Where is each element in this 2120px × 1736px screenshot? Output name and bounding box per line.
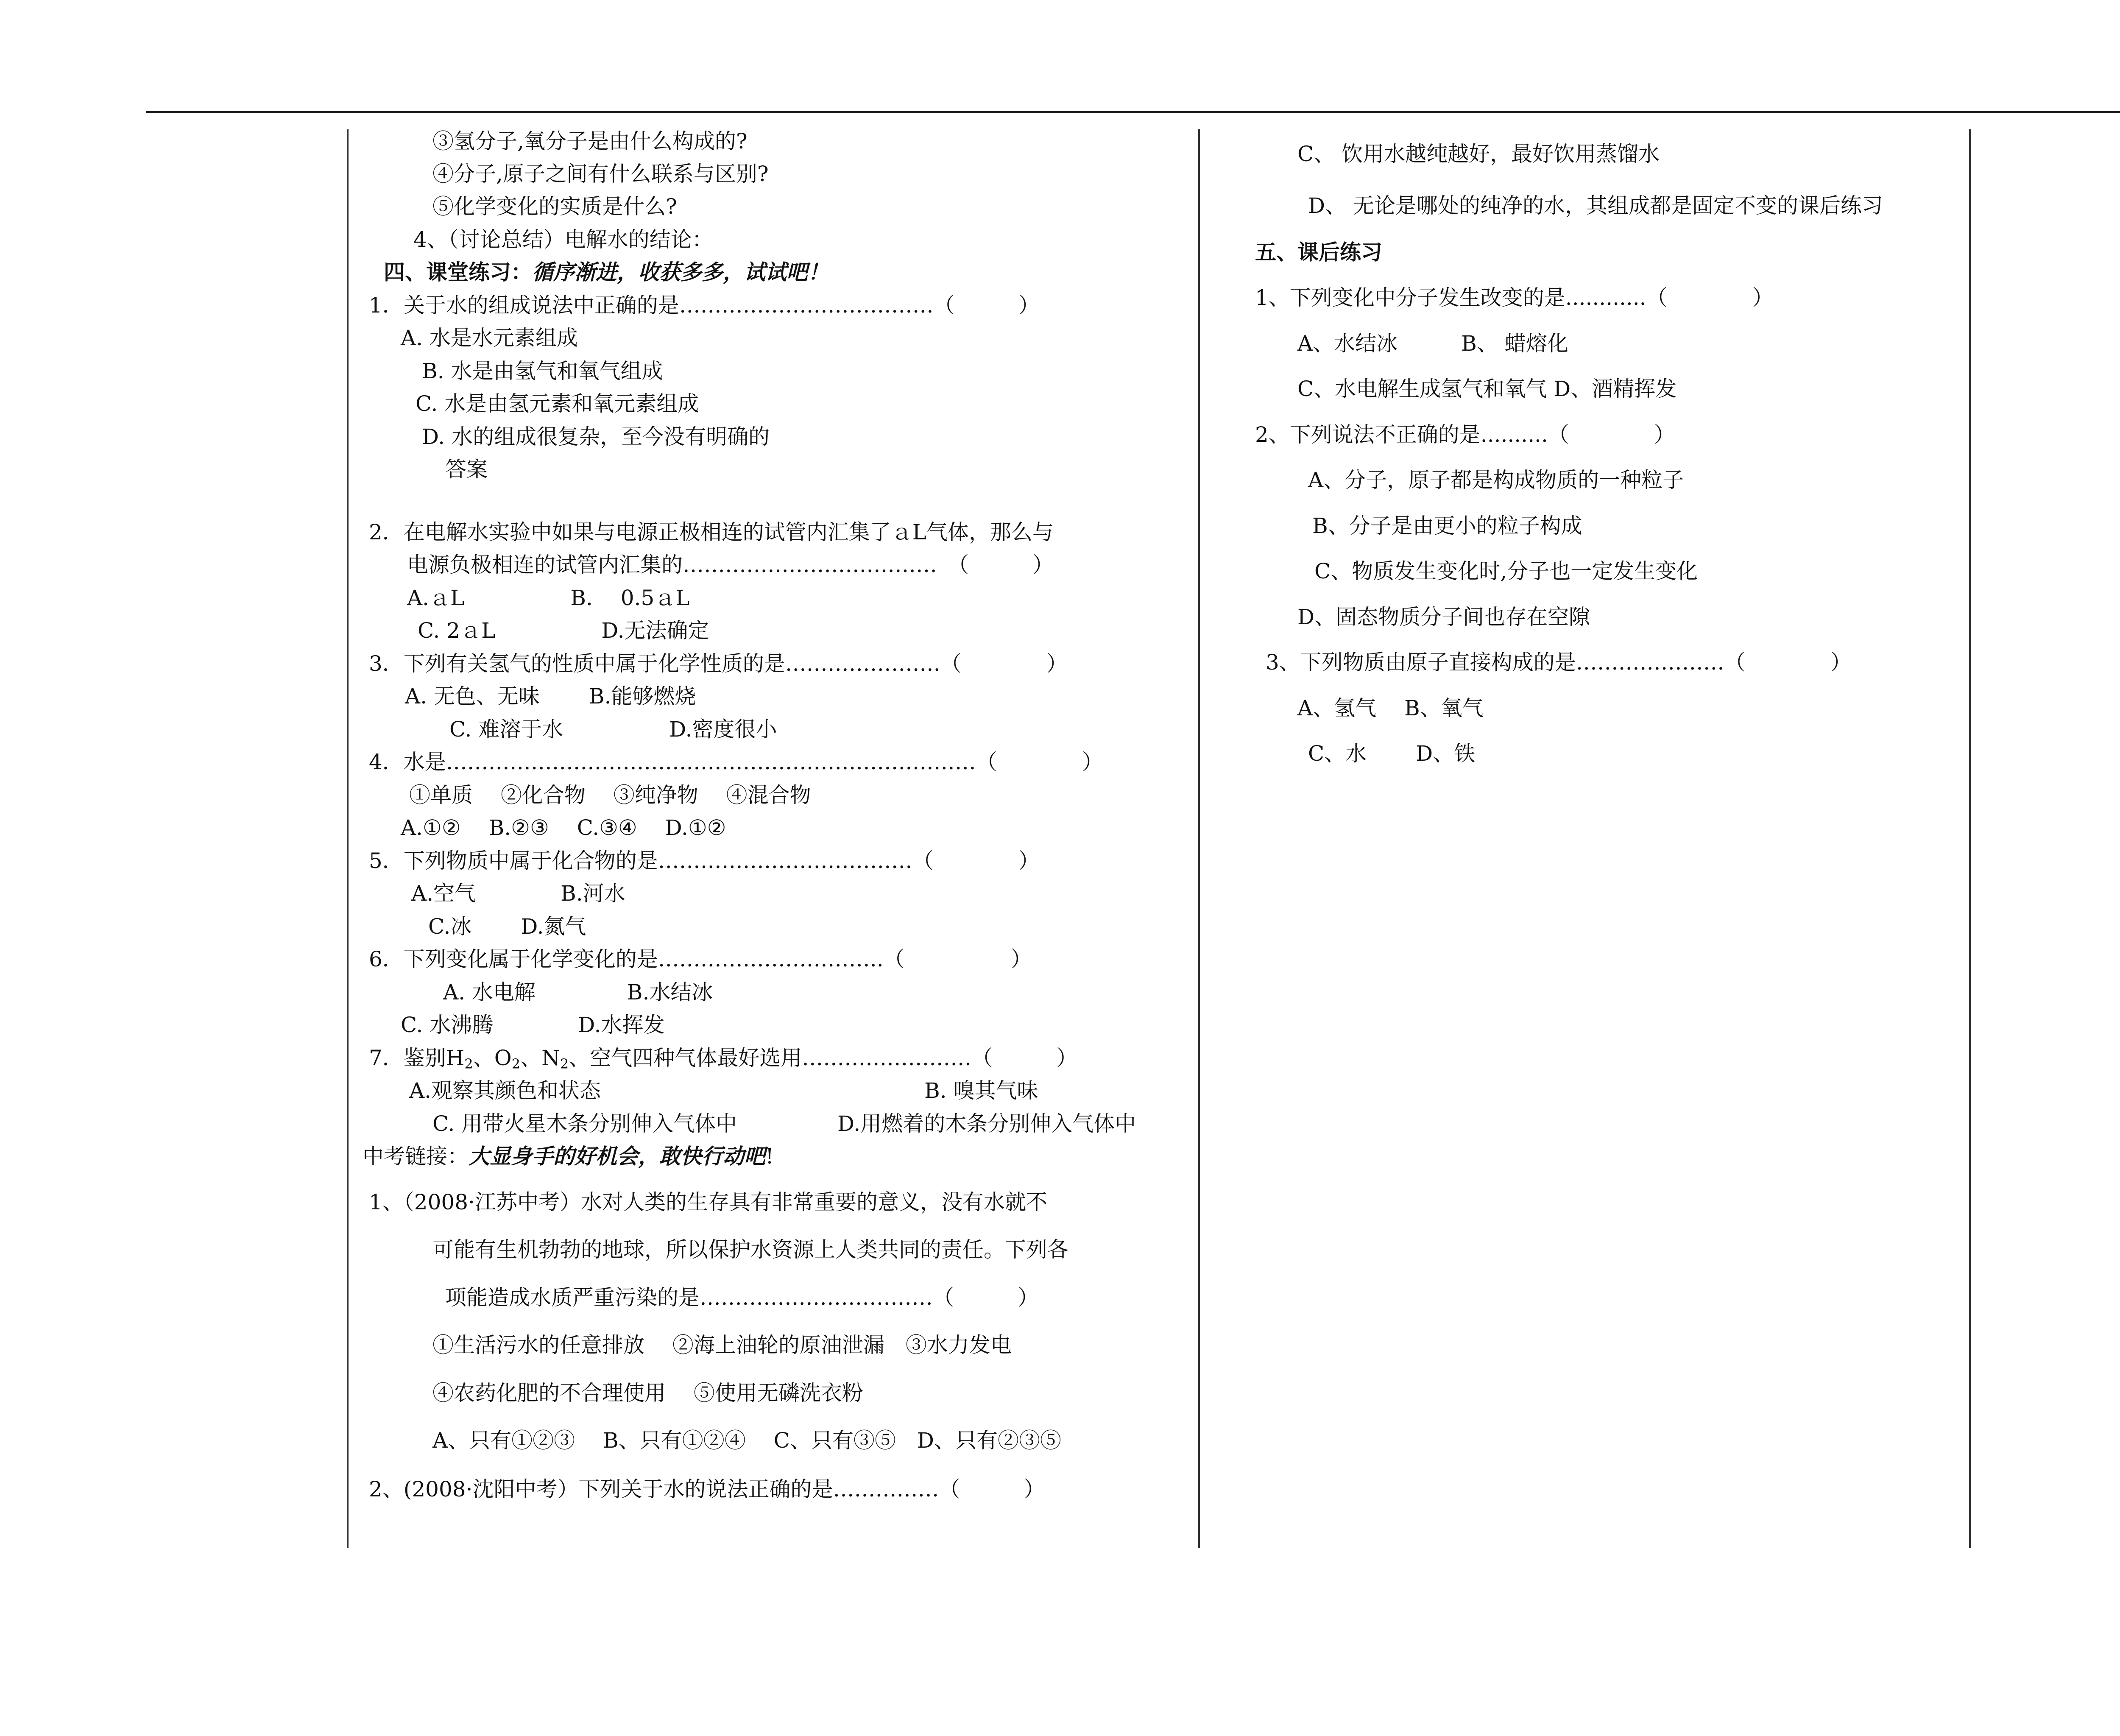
section-title: 四、课堂练习： [384,260,532,285]
option-line: C、物质发生变化时,分子也一定发生变化 [1314,559,1698,583]
question-2: 2、下列说法不正确的是..........（ ） [1255,422,1675,447]
question-3: 3．下列有关氢气的性质中属于化学性质的是………………….（ ） [369,651,1068,676]
text-fragment: 7．鉴别H [369,1046,465,1070]
question-2: 2．在电解水实验中如果与电源正极相连的试管内汇集了ａL气体，那么与 [369,520,1054,544]
column-divider [1198,129,1200,1548]
option-line: D.用燃着的木条分别伸入气体中 [837,1111,1136,1136]
text-fragment: 、N [520,1046,560,1070]
option-line: ①生活污水的任意排放 ②海上油轮的原油泄漏 ③水力发电 [432,1333,1012,1357]
option-line: A、分子，原子都是构成物质的一种粒子 [1308,468,1684,492]
section-motto: 循序渐进，收获多多，试试吧！ [532,260,829,285]
option-line: C.冰 D.氮气 [428,914,586,939]
text-line: ④分子,原子之间有什么联系与区别? [432,162,769,186]
column-border-left [347,129,349,1548]
exam-link-title: 中考链接： [363,1144,469,1169]
question-7 [369,1045,1077,1077]
option-line: A、只有①②③ B、只有①②④ C、只有③⑤ D、只有②③⑤ [432,1428,1061,1453]
option-line: A.观察其颜色和状态 [409,1078,601,1103]
option-line: A.①② B.②③ C.③④ D.①② [401,815,726,840]
exam-link-end: ! [765,1144,774,1169]
option-line: C、水电解生成氢气和氧气 D、酒精挥发 [1297,377,1677,401]
option-line: A.空气 B.河水 [411,881,625,906]
option-line: D、固态物质分子间也存在空隙 [1297,605,1590,629]
question-2-cont: 电源负极相连的试管内汇集的……………………………… （ ） [407,553,1054,577]
option-line: B. 嗅其气味 [924,1078,1038,1103]
option-line: D、 无论是哪处的纯净的水，其组成都是固定不变的课后练习 [1308,193,1883,218]
option-line: A.ａL B. 0.5ａL [407,586,690,610]
option-line: A、水结冰 B、 蜡熔化 [1297,331,1568,356]
subscript: 2 [511,1056,521,1072]
text-line: ⑤化学变化的实质是什么? [432,194,677,219]
option-line: ①单质 ②化合物 ③纯净物 ④混合物 [409,783,811,807]
option-line: D. 水的组成很复杂，至今没有明确的 [422,424,770,449]
option-line: B. 水是由氢气和氧气组成 [422,359,663,383]
text-line: 4、（讨论总结）电解水的结论： [413,227,713,252]
exam-link-heading [363,1144,774,1169]
option-line: C. 2ａL D.无法确定 [418,618,709,643]
question-1: 1、下列变化中分子发生改变的是............（ ） [1255,285,1774,310]
exam-question-1: 1、（2008·江苏中考）水对人类的生存具有非常重要的意义，没有水就不 [369,1190,1047,1214]
question-1: 1．关于水的组成说法中正确的是………………………………（ ） [369,293,1040,318]
exam-question-2: 2、(2008·沈阳中考）下列关于水的说法正确的是……………（ ） [369,1477,1045,1502]
exam-link-motto: 大显身手的好机会，敢快行动吧 [469,1144,765,1169]
section-heading-classroom-practice [384,260,829,285]
header-rule [146,111,2120,113]
option-line: A. 水电解 B.水结冰 [443,980,713,1005]
question-3: 3、下列物质由原子直接构成的是…………………（ ） [1266,650,1852,675]
option-line: C. 用带火星木条分别伸入气体中 [432,1111,737,1136]
option-line: C、水 D、铁 [1308,741,1476,766]
text-fragment: 、O [473,1046,512,1070]
subscript: 2 [560,1056,569,1072]
question-4: 4．水是…………………………………………………………………（ ） [369,750,1103,774]
text-line: ③氢分子,氧分子是由什么构成的? [432,129,748,154]
option-line: A. 水是水元素组成 [401,326,578,350]
option-line: A、氢气 B、氧气 [1297,696,1484,720]
option-line: B、分子是由更小的粒子构成 [1312,514,1582,538]
option-line: A. 无色、无味 B.能够燃烧 [405,684,696,709]
option-line: C. 难溶于水 D.密度很小 [449,717,777,742]
exam-question-1-cont: 项能造成水质严重污染的是……………………………（ ） [445,1285,1039,1310]
column-border-right [1969,129,1971,1548]
exam-question-1-cont: 可能有生机勃勃的地球，所以保护水资源上人类共同的责任。下列各 [432,1237,1068,1262]
option-line: C. 水是由氢元素和氧元素组成 [416,391,699,416]
option-line: 答案 [445,457,488,482]
text-fragment: 、空气四种气体最好选用……………………（ ） [569,1046,1078,1070]
option-line: ④农药化肥的不合理使用 ⑤使用无磷洗衣粉 [432,1381,863,1405]
section-heading-after-class: 五、课后练习 [1255,240,1382,265]
option-line: C. 水沸腾 D.水挥发 [401,1013,665,1037]
question-5: 5．下列物质中属于化合物的是………………………………（ ） [369,848,1040,873]
subscript: 2 [464,1056,473,1072]
question-6: 6．下列变化属于化学变化的是…………………………..（ ） [369,947,1032,971]
option-line: C、 饮用水越纯越好，最好饮用蒸馏水 [1297,142,1660,166]
